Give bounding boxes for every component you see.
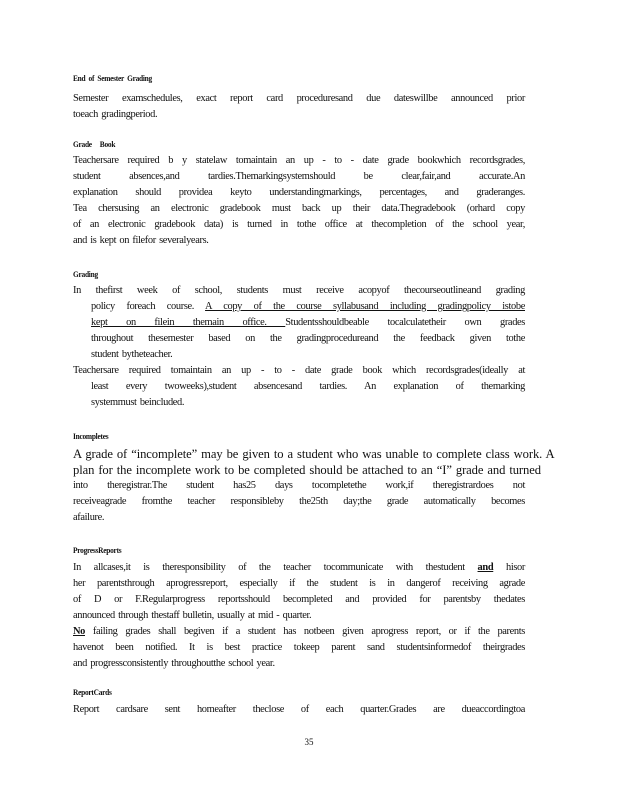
paragraph-line: Semester examschedules, exact report card proceduresand due dateswillbe announced prior: [73, 93, 525, 104]
paragraph-line: throughout thesemester based on the gradingprocedureand the feedback given tothe: [91, 333, 525, 344]
paragraph-line: [73, 315, 525, 331]
text-segment: Studentsshouldbeable tocalculatetheir own grades: [285, 317, 525, 328]
text-segment: policy foreach course.: [91, 301, 206, 312]
page-number: 35: [304, 737, 314, 747]
paragraph-line: Tea chersusing an electronic gradebook must back up their data.Thegradebook (orhard copy: [73, 203, 525, 214]
paragraph-line: havenot been notified. It is best practice tokeep parent sand studentsinformedof theirgrades: [73, 642, 525, 653]
paragraph-line: In thefirst week of school, students must receive acopyof thecourseoutlineand grading: [73, 285, 525, 296]
section-grade-book: [73, 139, 525, 249]
section-heading: End of Semester Grading: [73, 73, 152, 83]
paragraph-line: receiveagrade fromthe teacher responsibleby the25th day;the grade automatically becomes: [73, 496, 525, 507]
paragraph-line: plan for the incomplete work to be completed should be attached to an “I” grade and turned: [73, 463, 541, 477]
section-heading: Grading: [73, 269, 98, 279]
paragraph-line: least every twoweeks),student absencesand tardies. An explanation of themarking: [91, 381, 525, 392]
text-segment: hisor: [493, 562, 526, 573]
paragraph-line: [73, 624, 525, 640]
underlined-text: and: [477, 562, 494, 573]
paragraph-line: toeach gradingperiod.: [73, 109, 158, 120]
paragraph-line: [73, 560, 525, 576]
paragraph-line: and progressconsistently throughoutthe school year.: [73, 658, 275, 669]
text-segment: failing grades shall begiven if a student has notbeen given aprogress report, or if the parents: [85, 626, 525, 637]
paragraph-line: into theregistrar.The student has25 days tocompletethe work,if theregistrardoes not: [73, 480, 525, 491]
paragraph-line: her parentsthrough aprogressreport, especially if the student is in dangerof receiving agrade: [73, 578, 525, 589]
section-progress-reports: [73, 545, 525, 672]
paragraph-line: student bytheteacher.: [91, 349, 173, 360]
section-heading: ReportCards: [73, 687, 112, 697]
underlined-text: kept on filein themain office.: [91, 317, 286, 328]
paragraph-line: Report cardsare sent homeafter theclose of each quarter.Grades are dueaccordingtoa: [73, 704, 525, 715]
paragraph-line: A grade of “incomplete” may be given to a student who was unable to complete class work. A: [73, 447, 555, 461]
paragraph-line: Teachersare required b y statelaw tomaintain an up - to - date grade bookwhich recordsgrades,: [73, 155, 525, 166]
section-heading: Incompletes: [73, 431, 109, 441]
text-segment: In allcases,it is theresponsibility of the teacher tocommunicate with thestudent: [73, 562, 478, 573]
paragraph-line: [73, 299, 525, 315]
paragraph-line: systemmust beincluded.: [91, 397, 185, 408]
paragraph-line: announced through thestaff bulletin, usually at mid - quarter.: [73, 610, 312, 621]
underlined-text: A copy of the course syllabusand including gradingpolicy istobe: [205, 301, 525, 312]
paragraph-line: and is kept on filefor severalyears.: [73, 235, 209, 246]
section-report-cards: [73, 687, 525, 718]
paragraph-line: afailure.: [73, 512, 105, 523]
underlined-text: No: [73, 626, 85, 637]
section-heading: ProgressReports: [73, 545, 122, 555]
paragraph-line: of an electronic gradebook data) is turned in tothe office at thecompletion of the school year,: [73, 219, 525, 230]
paragraph-line: of D or F.Regularprogress reportsshould becompleted and provided for parentsby thedates: [73, 594, 525, 605]
paragraph-line: Teachersare required tomaintain an up - to - date grade book which recordsgrades(ideally at: [73, 365, 525, 376]
paragraph-line: student absences,and tardies.Themarkingsystemshould be clear,fair,and accurate.An: [73, 171, 525, 182]
paragraph-line: explanation should providea keyto understandingmarkings, percentages, and graderanges.: [73, 187, 525, 198]
section-incompletes: [73, 431, 555, 526]
section-heading: Grade Book: [73, 139, 116, 149]
section-end-of-semester: [73, 73, 525, 123]
section-grading: [73, 269, 525, 411]
